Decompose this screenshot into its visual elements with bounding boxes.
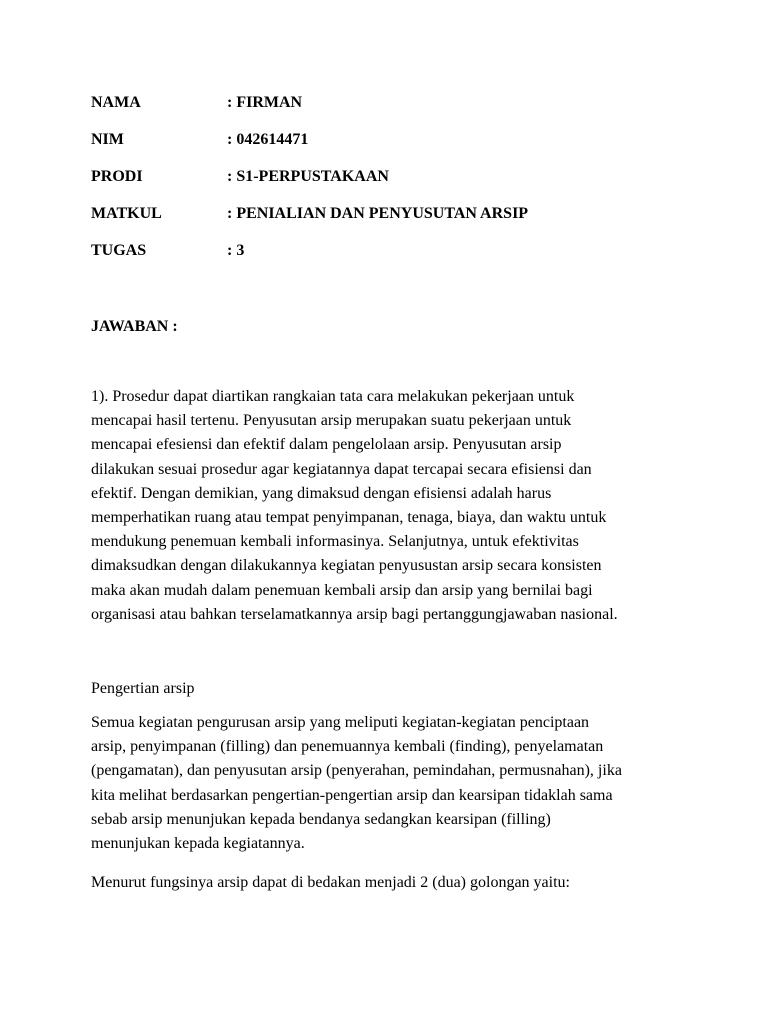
info-label: NIM [91,131,124,148]
info-value: : 3 [227,242,245,259]
info-label: NAMA [91,94,141,111]
text-line: arsip, penyimpanan (filling) dan penemuannya kembali (finding), penyelamatan [91,738,604,756]
info-value: : FIRMAN [227,94,303,111]
text-line: organisasi atau bahkan terselamatkannya arsip bagi pertanggungjawaban nasional. [91,605,618,623]
paragraph-procedure [91,385,691,627]
text-line: dimaksudkan dengan dilakukannya kegiatan penyusustan arsip secara konsisten [91,557,602,575]
text-line: kita melihat berdasarkan pengertian-pengertian arsip dan kearsipan tidaklah sama [91,786,613,804]
text-line: Semua kegiatan pengurusan arsip yang meliputi kegiatan-kegiatan penciptaan [91,714,590,731]
info-row-prodi [91,166,528,203]
text-line: mendukung penemuan kembali informasinya. Selanjutnya, untuk efektivitas [91,533,579,551]
info-label: TUGAS [91,242,147,259]
answer-heading: JAWABAN : [91,318,178,335]
text-line: mencapai efesiensi dan efektif dalam pengelolaan arsip. Penyusutan arsip [91,436,562,454]
text-line: (pengamatan), dan penyusutan arsip (penyerahan, pemindahan, permusnahan), jika [91,762,622,780]
info-row-nim [91,129,528,166]
text-line: memperhatikan ruang atau tempat penyimpanan, tenaga, biaya, dan waktu untuk [91,509,607,527]
paragraph-definition [91,711,691,856]
paragraph-function: Menurut fungsinya arsip dapat di bedakan menjadi 2 (dua) golongan yaitu: [91,874,570,891]
info-value: : S1-PERPUSTAKAAN [227,168,389,185]
info-row-tugas [91,240,528,277]
text-line: efektif. Dengan demikian, yang dimaksud dengan efisiensi adalah harus [91,484,552,502]
info-value: : 042614471 [227,131,309,148]
text-line: 1). Prosedur dapat diartikan rangkaian tata cara melakukan pekerjaan untuk [91,388,575,405]
info-row-nama [91,92,528,129]
text-line: sebab arsip menunjukan kepada bendanya sedangkan kearsipan (filling) [91,810,551,828]
text-line: dilakukan sesuai prosedur agar kegiatannya dapat tercapai secara efisiensi dan [91,460,592,478]
student-info-table [91,92,528,277]
text-line: menunjukan kepada kegiatannya. [91,835,305,853]
info-value: : PENIALIAN DAN PENYUSUTAN ARSIP [227,205,529,222]
text-line: maka akan mudah dalam penemuan kembali arsip dan arsip yang bernilai bagi [91,581,593,599]
info-row-matkul [91,203,528,240]
text-line: mencapai hasil tertenu. Penyusutan arsip merupakan suatu pekerjaan untuk [91,412,572,430]
info-label: MATKUL [91,205,162,222]
section-title: Pengertian arsip [91,680,195,697]
info-label: PRODI [91,168,143,185]
